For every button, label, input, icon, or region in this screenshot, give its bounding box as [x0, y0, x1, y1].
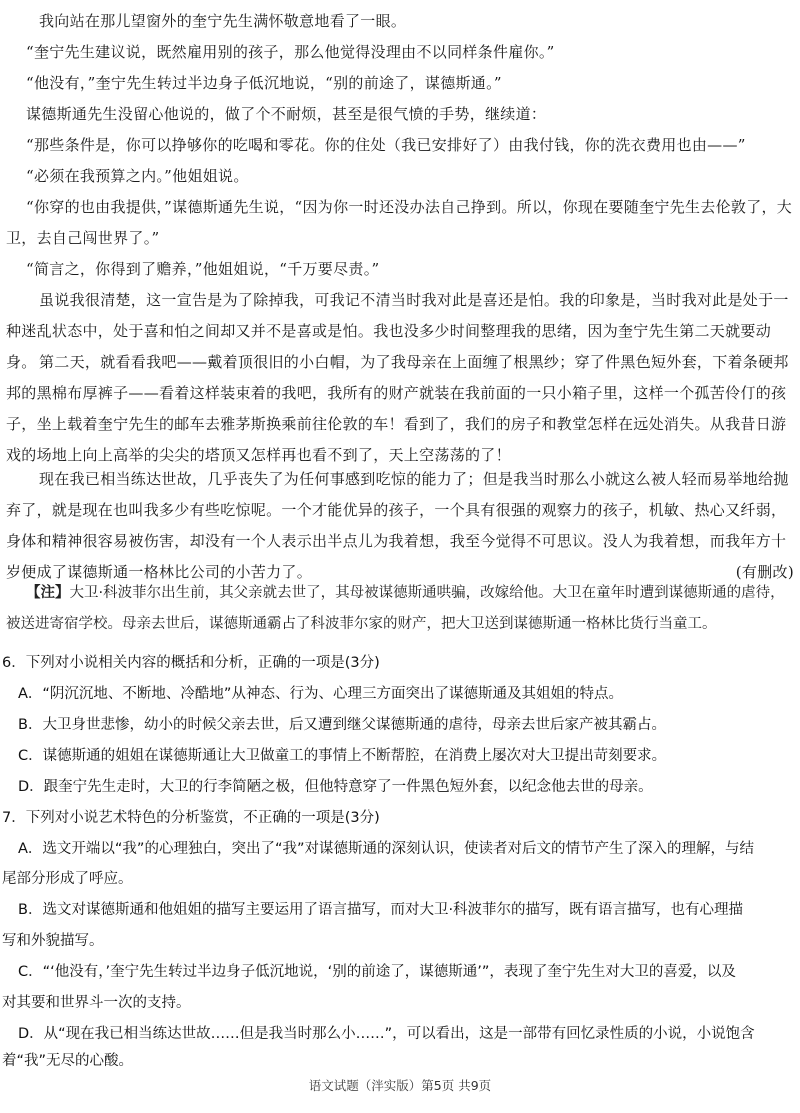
question-7-option-b-line2: 写和外貌描写。 — [2, 933, 104, 949]
question-6-option-d: D．跟奎宁先生走时，大卫的行李简陋之极，但他特意穿了一件黑色短外套，以纪念他去世的母亲。 — [18, 779, 653, 795]
passage-paragraph-3: “他没有，”奎宁先生转过半边身子低沉地说，“别的前途了，谋德斯通。” — [26, 74, 502, 92]
question-6-option-b: B．大卫身世悲惨，幼小的时候父亲去世，后又遭到继父谋德斯通的虐待，母亲去世后家产被其霸占。 — [18, 717, 666, 733]
question-7-option-a-line1: A．选文开端以“我”的心理独白，突出了“我”对谋德斯通的深刻认识，使读者对后文的情节产生了深入的理解，与结 — [18, 841, 754, 857]
passage-paragraph-10: 第二天，就看看我吧——戴着顶很旧的小白帽，为了我母亲在上面缠了根黑纱；穿了件黑色短外套，下着条硬邦邦的黑棉布厚裤子——看着这样装束着的我吧，我所有的财产就装在我前面的一只小箱子里，这样一个孤苦伶仃的孩子，坐上载着奎宁先生的邮车去雅茅斯换乘前往伦敦的车！看到了，我们的房子和教堂怎样在远处消失。从我昔日游戏的场地上向上高举的尖尖的塔顶又怎样再也看不到了，天上空荡荡的了！ — [6, 353, 789, 464]
question-7-option-c-line2: 对其要和世界斗一次的支持。 — [2, 995, 191, 1011]
passage-paragraph-5: “那些条件是，你可以挣够你的吃喝和零花。你的住处（我已安排好了）由我付钱，你的洗衣费用也由——” — [26, 136, 746, 154]
question-7-option-c-line1: C．“‘他没有，’奎宁先生转过半边身子低沉地说，‘别的前途了，谋德斯通’”，表现了奎宁先生对大卫的喜爱，以及 — [18, 964, 736, 980]
question-7-option-d-line1: D．从“现在我已相当练达世故……但是我当时那么小……”，可以看出，这是一部带有回忆录性质的小说，小说饱含 — [18, 1026, 755, 1042]
passage-paragraph-7: “你穿的也由我提供，”谋德斯通先生说，“因为你一时还没办法自己挣到。所以，你现在要随奎宁先生去伦敦了，大卫，去自己闯世界了。” — [6, 198, 793, 247]
passage-paragraph-2: “奎宁先生建议说，既然雇用别的孩子，那么他觉得没理由不以同样条件雇你。” — [26, 43, 555, 61]
passage-paragraph-11 — [6, 464, 794, 588]
annotation-note — [6, 578, 794, 640]
passage-paragraph-4: 谋德斯通先生没留心他说的，做了个不耐烦，甚至是很气愤的手势，继续道： — [26, 105, 547, 123]
question-7-stem: 7．下列对小说艺术特色的分析鉴赏，不正确的一项是(3分) — [2, 810, 380, 826]
question-7-option-b-line1: B．选文对谋德斯通和他姐姐的描写主要运用了语言描写，而对大卫·科波菲尔的描写，既有语言描写，也有心理描 — [18, 902, 744, 918]
source-note: (有删改) — [735, 563, 794, 581]
page-footer: 语文试题（泮实版）第5页 共9页 — [308, 1078, 492, 1093]
passage-paragraph-1: 我向站在那儿望窗外的奎宁先生满怀敬意地看了一眼。 — [39, 12, 407, 30]
passage-paragraph-6: “必须在我预算之内。”他姐姐说。 — [26, 167, 249, 185]
passage-paragraph-11-text: 现在我已相当练达世故，几乎丧失了为任何事感到吃惊的能力了；但是我当时那么小就这么被人轻而易举地给抛弃了，就是现在也叫我多少有些吃惊呢。一个才能优异的孩子，一个具有很强的观察力的孩子，机敏、热心又纤弱，身体和精神很容易被伤害，却没有一个人表示出半点儿为我着想，我至今觉得不可思议。没人为我着想，而我年方十岁便成了谋德斯通一格林比公司的小苦力了。 — [6, 470, 789, 581]
question-6-option-c: C．谋德斯通的姐姐在谋德斯通让大卫做童工的事情上不断帮腔，在消费上屡次对大卫提出苛刻要求。 — [18, 748, 667, 764]
passage-paragraph-9: 虽说我很清楚，这一宣告是为了除掉我，可我记不清当时我对此是喜还是怕。我的印象是，当时我对此是处于一种迷乱状态中，处于喜和怕之间却又并不是喜或是怕。我也没多少时间整理我的思绪，因为奎宁先生第二天就要动身。 — [6, 291, 789, 371]
question-7-option-a-line2: 尾部分形成了呼应。 — [2, 871, 133, 887]
passage-paragraph-8: “简言之，你得到了赡养，”他姐姐说，“千万要尽责。” — [26, 260, 380, 278]
note-tag: 【注】 — [26, 585, 70, 601]
question-7-option-d-line2: 着“我”无尽的心酸。 — [2, 1053, 134, 1069]
question-6-option-a: A．“阴沉沉地、不断地、冷酷地”从神态、行为、心理三方面突出了谋德斯通及其姐姐的特点。 — [18, 686, 623, 702]
note-text: 大卫·科波菲尔出生前，其父亲就去世了，其母被谋德斯通哄骗，改嫁给他。大卫在童年时遭到谋德斯通的虐待，被送进寄宿学校。母亲去世后，谋德斯通霸占了科波菲尔家的财产，把大卫送到谋德斯通一格林比货行当童工。 — [6, 585, 785, 632]
question-6-stem: 6．下列对小说相关内容的概括和分析，正确的一项是(3分) — [2, 655, 380, 671]
